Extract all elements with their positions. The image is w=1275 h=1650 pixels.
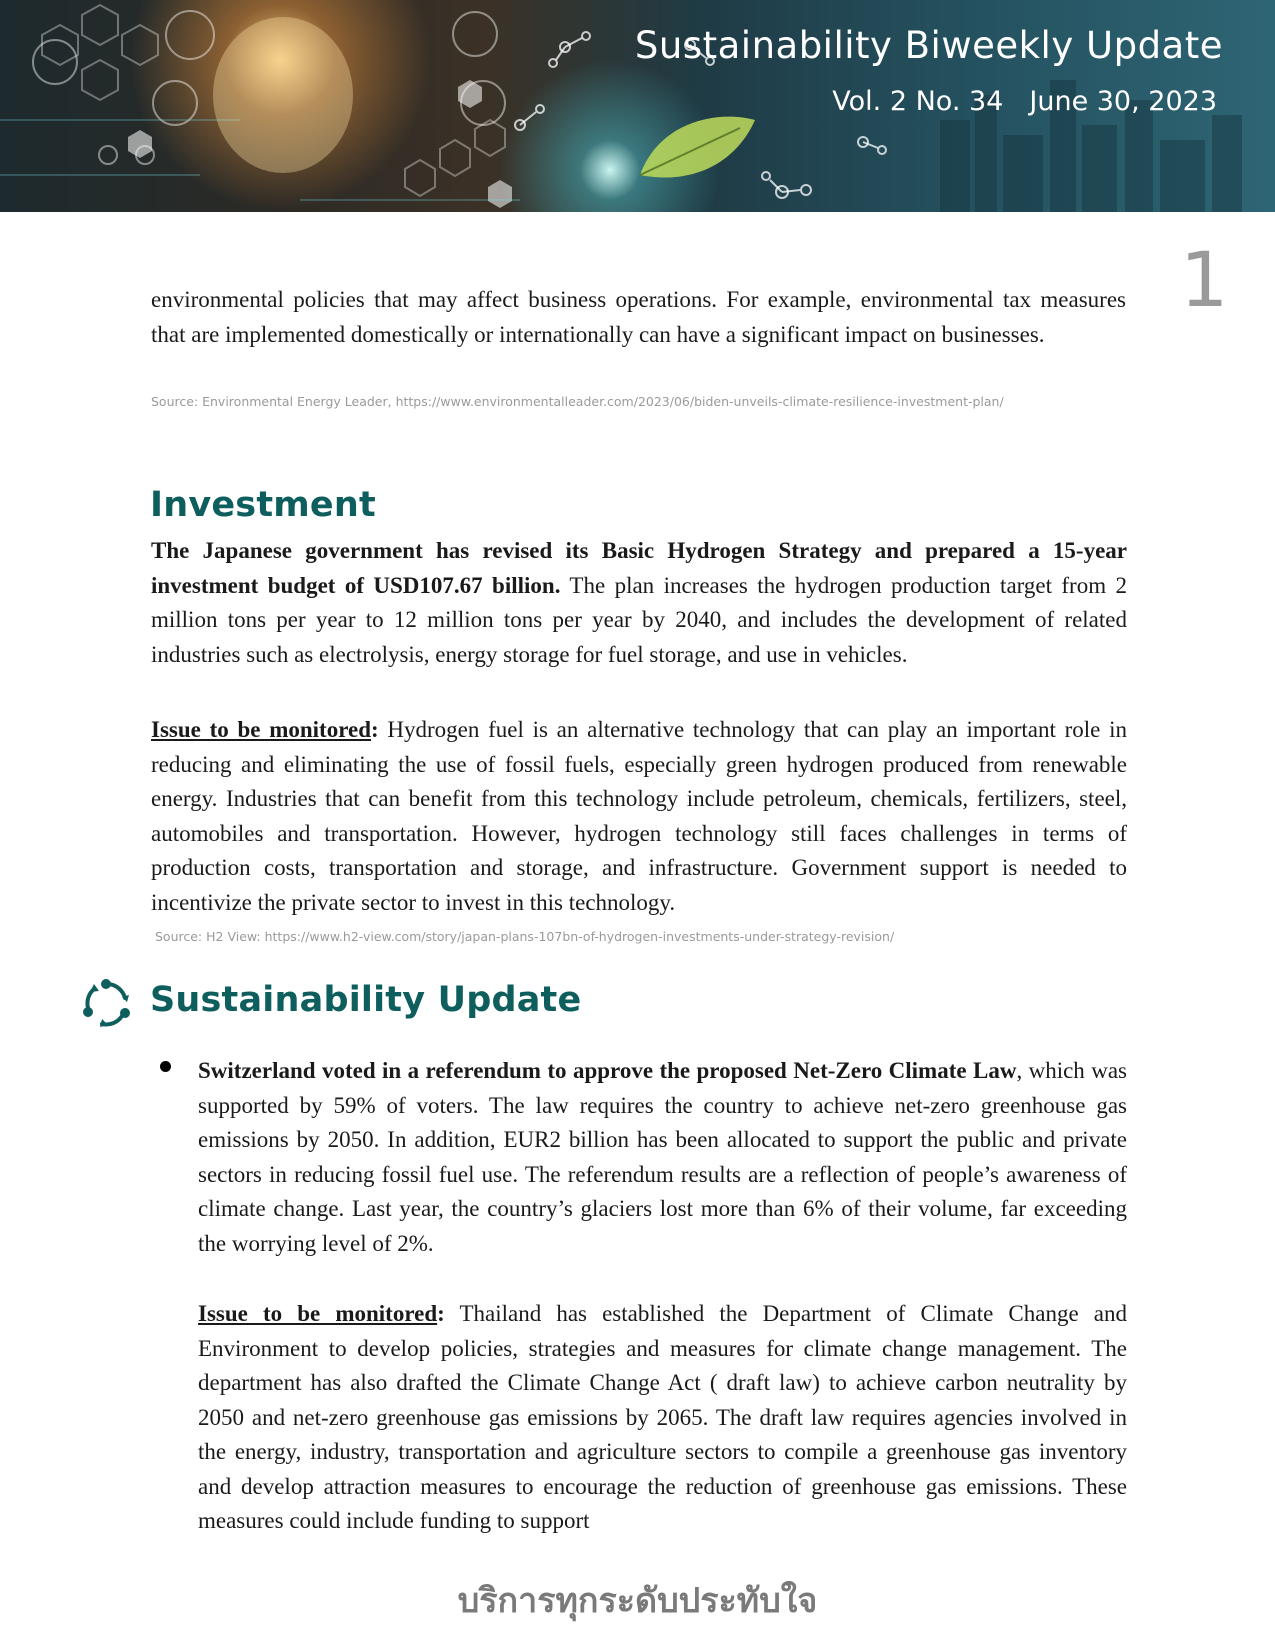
sustainability-heading: Sustainability Update: [150, 980, 582, 1020]
investment-body: The plan increases the hydrogen production target from 2 million tons per year to 12 million tons per year by 2040, and includes the development of related industries such as electrolysis, energy storage for fuel storage, and use in vehicles.: [151, 572, 1127, 667]
investment-source: Source: H2 View: https://www.h2-view.com/story/japan-plans-107bn-of-hydrogen-investments-under-strategy-revision/: [155, 929, 895, 944]
investment-issue-paragraph: [151, 713, 1127, 920]
volume-number: Vol. 2 No. 34: [832, 86, 1004, 117]
investment-issue-body: Hydrogen fuel is an alternative technology that can play an important role in reducing and eliminating the use of fossil fuels, especially green hydrogen produced from renewable energy. Industries that can benefit from this technology include petroleum, chemicals, fertilizers, steel, automobiles and transportation. However, hydrogen technology still faces challenges in terms of production costs, transportation and storage, and infrastructure. Government support is needed to incentivize the private sector to invest in this technology.: [151, 717, 1127, 915]
investment-paragraph: [151, 534, 1127, 672]
issue-colon: :: [371, 717, 379, 742]
header-banner: [0, 0, 1275, 212]
newsletter-title: Sustainability Biweekly Update: [634, 24, 1223, 67]
issue-colon: :: [437, 1301, 445, 1326]
issue-info: [832, 86, 1217, 117]
footer-slogan: บริการทุกระดับประทับใจ: [457, 1581, 818, 1621]
thailand-issue-paragraph: [198, 1297, 1127, 1539]
issue-label: Issue to be monitored: [198, 1301, 438, 1326]
investment-heading: Investment: [150, 485, 376, 525]
switzerland-body: , which was supported by 59% of voters. The law requires the country to achieve net-zero greenhouse gas emissions by 2050. In addition, EUR2 billion has been allocated to support the public and private sectors in reducing fossil fuel use. The referendum results are a reflection of people’s awareness of climate change. Last year, the country’s glaciers lost more than 6% of their volume, far exceeding the worrying level of 2%.: [198, 1058, 1127, 1256]
switzerland-lead: Switzerland voted in a referendum to approve the proposed Net-Zero Climate Law: [198, 1058, 1017, 1083]
switzerland-paragraph: [198, 1054, 1127, 1261]
cycle-icon: [80, 978, 132, 1030]
thailand-issue-body: Thailand has established the Department of Climate Change and Environment to develop policies, strategies and measures for climate change management. The department has also drafted the Climate Change Act ( draft law) to achieve carbon neutrality by 2050 and net-zero greenhouse gas emissions by 2065. The draft law requires agencies involved in the energy, industry, transportation and agriculture sectors to compile a greenhouse gas inventory and develop attraction measures to encourage the reduction of greenhouse gas emissions. These measures could include funding to support: [198, 1301, 1127, 1533]
issue-label: Issue to be monitored: [151, 717, 371, 742]
intro-paragraph: environmental policies that may affect business operations. For example, environmental tax measures that are implemented domestically or internationally can have a significant impact on businesses.: [151, 287, 1126, 347]
page-number: 1: [1180, 235, 1229, 324]
intro-source: Source: Environmental Energy Leader, https://www.environmentalleader.com/2023/06/biden-unveils-climate-resilience-investment-plan/: [151, 394, 1004, 409]
bullet-point: [160, 1061, 171, 1072]
issue-date: June 30, 2023: [1029, 86, 1217, 117]
investment-lead: The Japanese government has revised its Basic Hydrogen Strategy and prepared a 15-year investment budget of USD107.67 billion.: [151, 538, 1127, 598]
